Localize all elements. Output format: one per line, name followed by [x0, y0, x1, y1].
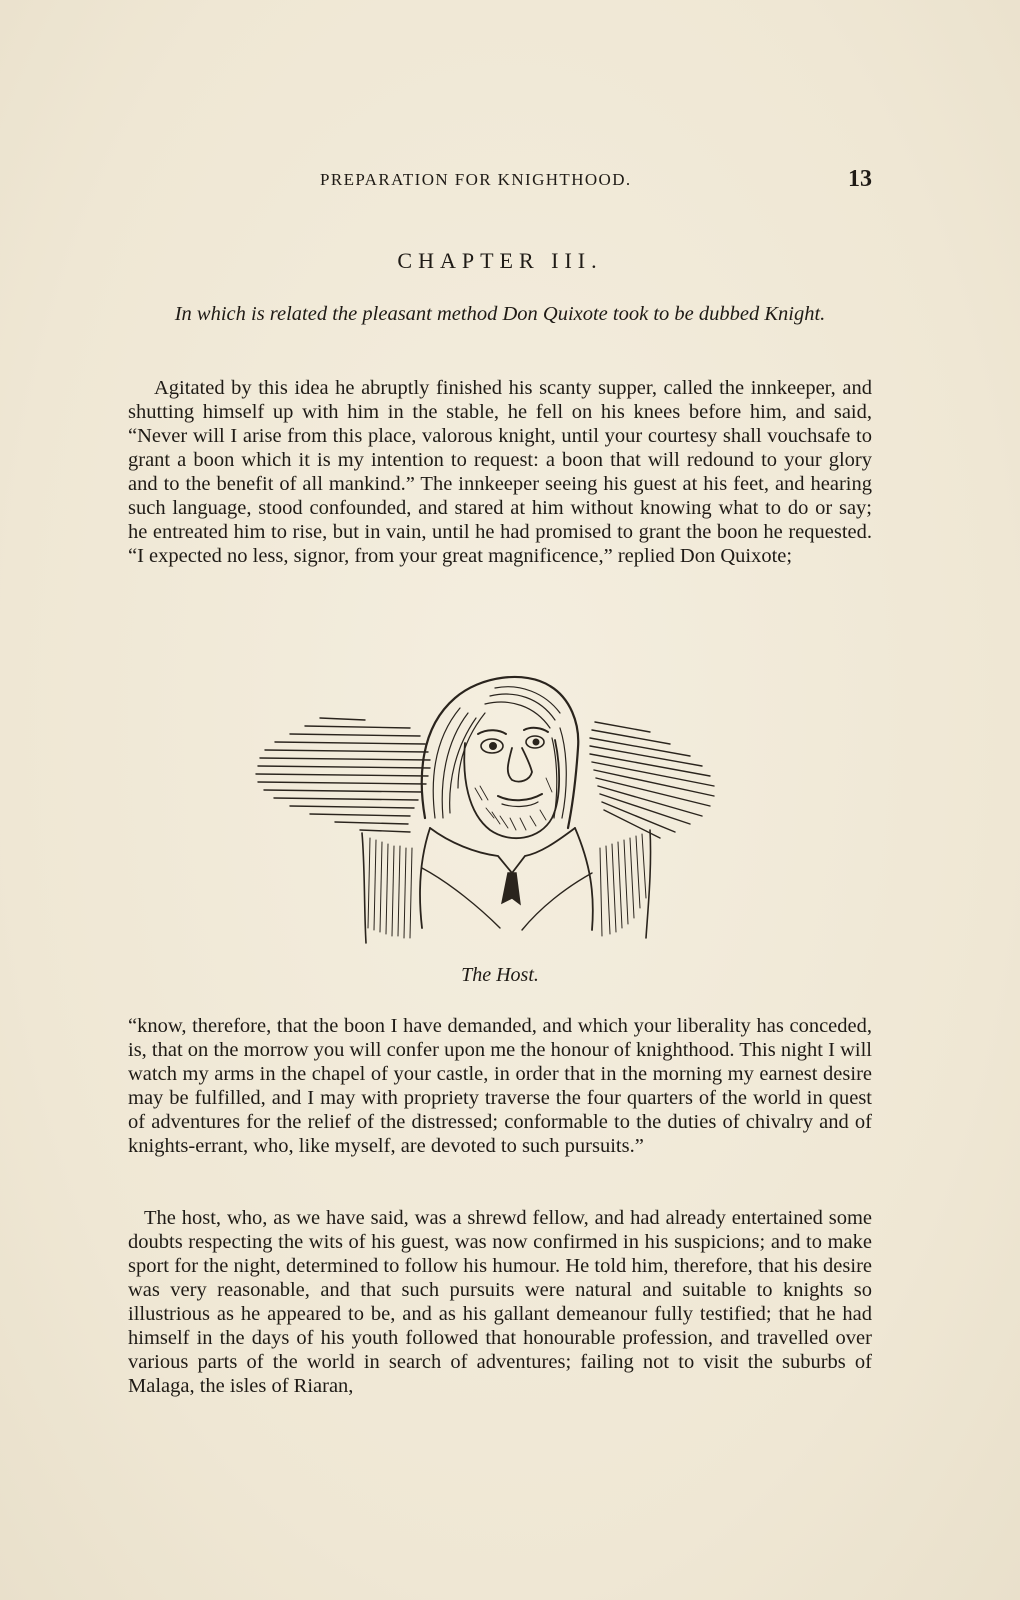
- chapter-subtitle: In which is related the pleasant method Don Quixote took to be dubbed Knight.: [174, 303, 826, 325]
- paragraph-3: The host, who, as we have said, was a shrewd fellow, and had already entertained some doubts respecting the wits of his guest, was now confirmed in his suspicions; and to make sport for the night, determined to follow his humour. He told him, therefore, that his desire was very reasonable, and that such pursuits were natural and suitable to knights so illustrious as he appeared to be, and as his gallant demeanour fully testified; that he had himself in the days of his youth followed that honourable profession, and travelled over various parts of the world in search of adventures; failing not to visit the suburbs of Malaga, the isles of Riaran,: [128, 1207, 872, 1397]
- paragraph-1: Agitated by this idea he abruptly finished his scanty supper, called the innkeeper, and shutting himself up with him in the stable, he fell on his knees before him, and said, “Never will I arise from this place, valorous knight, until your courtesy shall vouchsafe to grant a boon which it is my intention to request: a boon that will redound to your glory and to the benefit of all mankind.” The innkeeper seeing his guest at his feet, and hearing such language, stood confounded, and stared at him without knowing what to do or say; he entreated him to rise, but in vain, until he had promised to grant the boon he requested. “I expected no less, signor, from your great magnificence,” replied Don Quixote;: [128, 377, 872, 567]
- running-title: PREPARATION FOR KNIGHTHOOD.: [320, 170, 632, 189]
- paragraph-2: “know, therefore, that the boon I have demanded, and which your liberality has conceded, is, that on the morrow you will confer upon me the honour of knighthood. This night I will watch my arms in the chapel of your castle, in order that in the morning my earnest desire may be fulfilled, and I may with propriety traverse the four quarters of the world in quest of adventures for the relief of the distressed; conformable to the duties of chivalry and of knights-errant, who, like myself, are devoted to such pursuits.”: [128, 1015, 872, 1157]
- host-engraving: [250, 668, 730, 958]
- page-number: 13: [848, 166, 872, 192]
- running-head: [128, 166, 872, 200]
- illustration-caption: The Host.: [461, 964, 539, 986]
- chapter-heading: CHAPTER III.: [397, 248, 603, 273]
